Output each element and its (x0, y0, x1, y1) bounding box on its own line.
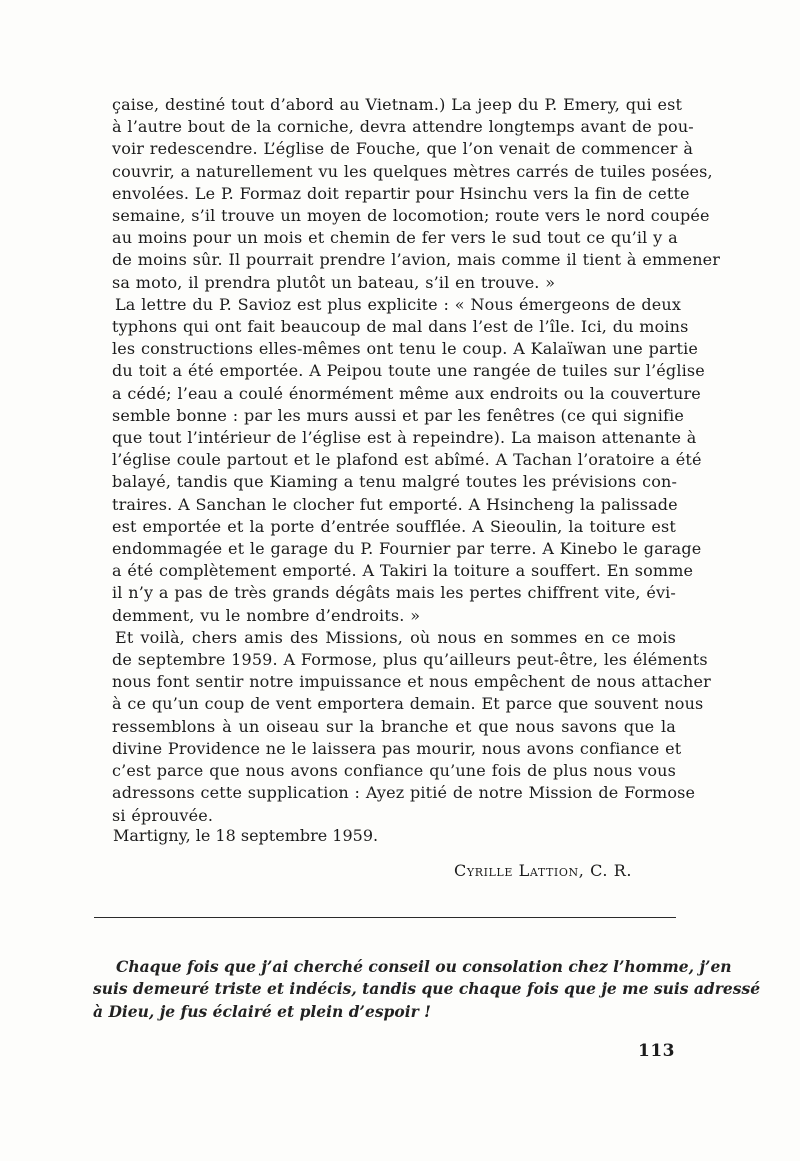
text-line: à l’autre bout de la corniche, devra attendre longtemps avant de pou- (112, 117, 694, 137)
closing-quote (93, 956, 761, 1023)
text-line: semaine, s’il trouve un moyen de locomotion; route vers le nord coupée (112, 206, 710, 226)
text-line: çaise, destiné tout d’abord au Vietnam.) La jeep du P. Emery, qui est (112, 95, 683, 114)
text-line: il n’y a pas de très grands dégâts mais les pertes chiffrent vite, évi- (112, 583, 676, 603)
text-line: balayé, tandis que Kiaming a tenu malgré toutes les prévisions con- (112, 472, 678, 492)
quote-line: à Dieu, je fus éclairé et plein d’espoir ! (93, 1001, 431, 1021)
text-line: est emportée et la porte d’entrée soufflée. A Sieoulin, la toiture est (112, 516, 676, 536)
text-line: typhons qui ont fait beaucoup de mal dans l’est de l’île. Ici, du moins (112, 317, 689, 337)
text-line: semble bonne : par les murs aussi et par les fenêtres (ce qui signifie (112, 405, 684, 425)
text-line: à ce qu’un coup de vent emportera demain. Et parce que souvent nous (112, 694, 704, 714)
text-line: de moins sûr. Il pourrait prendre l’avion, mais comme il tient à emmener (112, 250, 721, 270)
text-line: Et voilà, chers amis des Missions, où nous en sommes en ce mois (115, 627, 676, 647)
text-line: du toit a été emportée. A Peipou toute une rangée de tuiles sur l’église (112, 361, 705, 381)
text-line: a cédé; l’eau a coulé énormément même aux endroits ou la couverture (112, 383, 701, 403)
text-line: sa moto, il prendra plutôt un bateau, s’il en trouve. » (112, 272, 556, 292)
text-line: c’est parce que nous avons confiance qu’une fois de plus nous vous (112, 761, 676, 781)
text-line: La lettre du P. Savioz est plus explicite : « Nous émergeons de deux (115, 294, 682, 314)
paragraph-2 (112, 294, 705, 627)
paragraph-3 (112, 627, 711, 827)
text-line: adressons cette supplication : Ayez pitié de notre Mission de Formose (112, 783, 696, 803)
text-line: de septembre 1959. A Formose, plus qu’ailleurs peut-être, les éléments (112, 650, 708, 670)
text-line: demment, vu le nombre d’endroits. » (112, 605, 421, 625)
text-line: couvrir, a naturellement vu les quelques mètres carrés de tuiles posées, (112, 161, 713, 181)
place-date-line: Martigny, le 18 septembre 1959. (113, 826, 379, 845)
author-order: C. R. (590, 861, 633, 880)
text-line: ressemblons à un oiseau sur la branche et que nous savons que la (112, 716, 676, 736)
body-text (112, 94, 721, 827)
text-line: nous font sentir notre impuissance et nous empêchent de nous attacher (112, 672, 711, 692)
text-line: envolées. Le P. Formaz doit repartir pour Hsinchu vers la fin de cette (112, 183, 690, 203)
text-line: les constructions elles-mêmes ont tenu le coup. A Kalaïwan une partie (112, 339, 699, 359)
quote-line: Chaque fois que j’ai cherché conseil ou consolation chez l’homme, j’en (116, 957, 732, 976)
text-line: endommagée et le garage du P. Fournier par terre. A Kinebo le garage (112, 539, 702, 559)
text-line: si éprouvée. (112, 805, 214, 825)
author-signature (454, 860, 632, 882)
quote-line: suis demeuré triste et indécis, tandis que chaque fois que je me suis adressé (93, 979, 761, 999)
page-number: 113 (638, 1041, 675, 1061)
text-line: a été complètement emporté. A Takiri la toiture a souffert. En somme (112, 561, 694, 581)
text-line: l’église coule partout et le plafond est abîmé. A Tachan l’oratoire a été (112, 450, 702, 470)
text-line: au moins pour un mois et chemin de fer vers le sud tout ce qu’il y a (112, 228, 678, 248)
text-line: que tout l’intérieur de l’église est à repeindre). La maison attenante à (112, 428, 697, 448)
author-name: Cyrille Lattion, (454, 861, 585, 880)
text-line: divine Providence ne le laissera pas mourir, nous avons confiance et (112, 738, 682, 758)
paragraph-1 (112, 94, 721, 294)
horizontal-rule (94, 917, 676, 918)
text-line: voir redescendre. L’église de Fouche, que l’on venait de commencer à (112, 139, 694, 159)
text-line: traires. A Sanchan le clocher fut emporté. A Hsincheng la palissade (112, 494, 678, 514)
